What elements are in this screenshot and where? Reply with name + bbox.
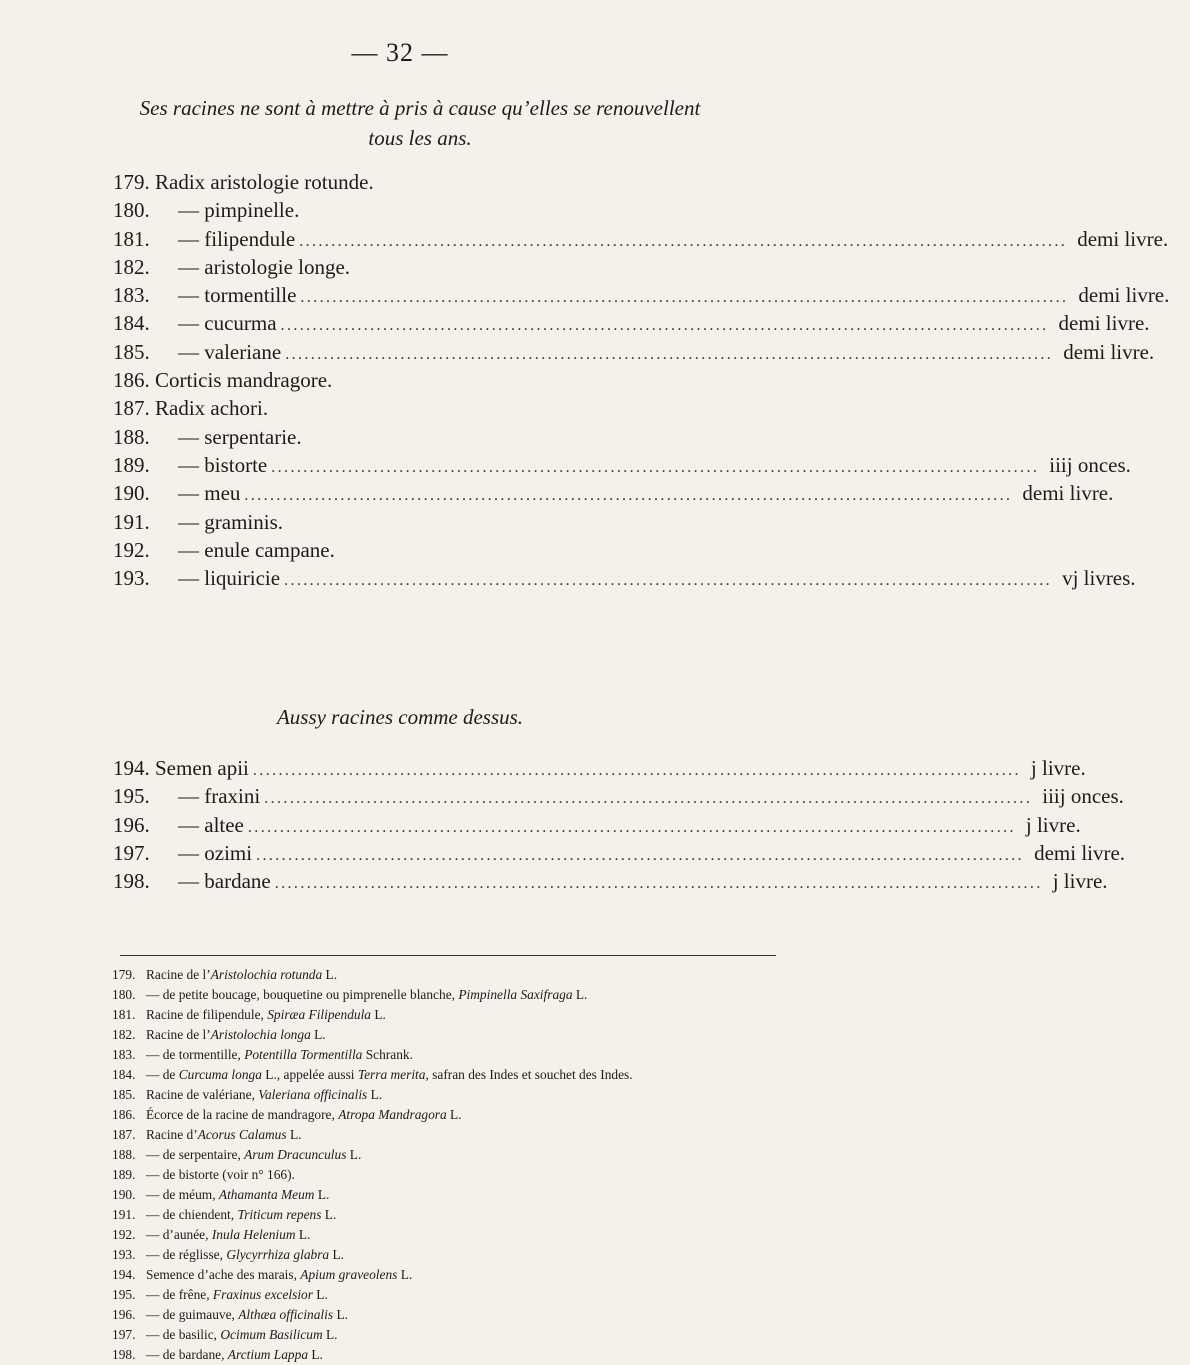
- page-number: — 32 —: [351, 38, 449, 67]
- list-item: [113, 784, 1124, 812]
- dot-leader: ........................................................................................................................: [252, 762, 1021, 779]
- list-item: [113, 566, 1136, 594]
- footnote-text: [146, 1225, 762, 1245]
- entry-dose: vj livres.: [1062, 566, 1136, 591]
- entry-dose: demi livre.: [1063, 339, 1155, 364]
- entry-number: 181.: [113, 226, 150, 251]
- footnote-number: 179.: [112, 967, 136, 982]
- entry-name: — graminis.: [178, 509, 283, 534]
- footnote-fragment: — de: [146, 1067, 179, 1082]
- list-item: [113, 425, 753, 453]
- footnote-fragment: L.: [371, 1007, 386, 1022]
- entry-dose: demi livre.: [1078, 283, 1170, 308]
- list-item: [113, 756, 1086, 784]
- footnote-fragment: L.: [329, 1247, 344, 1262]
- entry-dose: demi livre.: [1058, 311, 1150, 336]
- entry-number: 180.: [113, 198, 150, 223]
- intro-paragraph: [95, 93, 745, 153]
- list-item: [113, 396, 753, 424]
- entry-name: — bistorte: [178, 452, 268, 477]
- footnote-fragment: Écorce de la racine de mandragore,: [146, 1107, 339, 1122]
- footnote: [112, 1225, 762, 1245]
- footnote-text: [146, 1245, 762, 1265]
- footnote-fragment: Racine de filipendule,: [146, 1007, 268, 1022]
- footnote-fragment: L.: [321, 1207, 337, 1222]
- list-item: [113, 812, 1081, 841]
- footnote-divider: [120, 955, 776, 956]
- footnote-text: [146, 1125, 762, 1145]
- footnote-text: [146, 1185, 762, 1205]
- footnote-number: 186.: [112, 1107, 136, 1122]
- species-name: Glycyrrhiza glabra: [226, 1247, 330, 1262]
- dot-leader: ........................................................................................................................: [299, 232, 1068, 250]
- list-item: [113, 339, 1155, 368]
- footnote-text: [146, 1165, 762, 1185]
- entry-name: — bardane: [178, 869, 271, 894]
- footnote-fragment: — de bardane,: [146, 1347, 228, 1362]
- footnote-fragment: — d’aunée,: [146, 1227, 212, 1242]
- species-name: Terra merita: [357, 1067, 426, 1082]
- footnote-text: [146, 1285, 762, 1305]
- entry-name: Semen apii: [155, 756, 249, 780]
- entry-dose: j livre.: [1030, 756, 1086, 780]
- footnote-fragment: L.: [308, 1347, 323, 1362]
- entry-number: 189.: [113, 452, 150, 477]
- list-item: [113, 840, 1126, 869]
- list-item: [113, 255, 753, 283]
- footnote-fragment: L., appelée aussi: [261, 1067, 358, 1082]
- footnote-fragment: — de bistorte (voir n° 166).: [146, 1167, 295, 1182]
- list-item: [113, 368, 753, 396]
- list-item: [113, 226, 1169, 255]
- entry-number: 184.: [113, 311, 150, 336]
- species-name: Pimpinella Saxifraga: [458, 987, 573, 1002]
- footnote-fragment: Racine de valériane,: [146, 1087, 259, 1102]
- footnote-text: [146, 1045, 762, 1065]
- entry-dose: j livre.: [1025, 812, 1081, 837]
- entry-number: 188.: [113, 424, 150, 449]
- footnote-fragment: — de chiendent,: [146, 1207, 238, 1222]
- species-name: Atropa Mandragora: [338, 1107, 447, 1122]
- entry-dose: j livre.: [1052, 869, 1108, 894]
- footnote-text: [146, 1085, 762, 1105]
- footnote-number: 192.: [112, 1227, 136, 1242]
- entry-number: 191.: [113, 509, 150, 534]
- entry-number: 195.: [113, 784, 150, 809]
- entry-number: 185.: [113, 339, 150, 364]
- entry-number: 198.: [113, 869, 150, 894]
- entry-name: — serpentarie.: [178, 424, 302, 449]
- footnote: [112, 1165, 762, 1185]
- footnote-number: 183.: [112, 1047, 136, 1062]
- species-name: Curcuma longa: [178, 1067, 262, 1082]
- footnote-fragment: Schrank.: [362, 1047, 413, 1062]
- species-name: Valeriana officinalis: [258, 1087, 368, 1102]
- footnote: [112, 1045, 762, 1065]
- list-item: [113, 538, 753, 566]
- footnote-fragment: — de réglisse,: [146, 1247, 227, 1262]
- footnote-number: 196.: [112, 1307, 136, 1322]
- entry-name: — tormentille: [178, 283, 297, 308]
- entry-number: 187.: [113, 396, 150, 421]
- footnote-fragment: — de petite boucage, bouquetine ou pimprenelle blanche,: [146, 987, 459, 1002]
- footnote-fragment: L.: [346, 1147, 362, 1162]
- footnote-fragment: , safran des Indes et souchet des Indes.: [425, 1067, 633, 1082]
- species-name: Apium graveolens: [300, 1267, 398, 1282]
- list-item: [113, 481, 1114, 509]
- footnote: [112, 1205, 762, 1225]
- footnote-number: 198.: [112, 1347, 136, 1362]
- footnote: [112, 1285, 762, 1305]
- footnote-number: 194.: [112, 1267, 136, 1282]
- list-item: [113, 510, 753, 538]
- footnote: [112, 1105, 762, 1125]
- entry-name: Radix achori.: [155, 396, 269, 421]
- footnote-fragment: L.: [314, 1187, 330, 1202]
- footnote-fragment: Racine de l’: [146, 1027, 211, 1042]
- entry-number: 192.: [113, 537, 150, 562]
- footnote-text: [146, 1205, 762, 1225]
- footnote: [112, 1265, 762, 1285]
- species-name: Inula Helenium: [211, 1227, 296, 1242]
- footnote: [112, 1005, 762, 1025]
- entry-dose: demi livre.: [1077, 226, 1169, 251]
- footnote-number: 188.: [112, 1147, 136, 1162]
- entry-name: — filipendule: [178, 226, 296, 251]
- species-name: Althæa officinalis: [238, 1307, 334, 1322]
- entry-name: — pimpinelle.: [178, 198, 300, 223]
- entry-number: 196.: [113, 812, 150, 837]
- dot-leader: ........................................................................................................................: [274, 875, 1043, 893]
- footnote: [112, 965, 762, 985]
- entry-name: — cucurma: [178, 311, 277, 336]
- recipe-list-seeds: [113, 756, 1126, 897]
- footnote: [112, 1245, 762, 1265]
- footnote-fragment: — de serpentaire,: [146, 1147, 245, 1162]
- footnote: [112, 1325, 762, 1345]
- footnote-text: [146, 1305, 762, 1325]
- footnote-text: [146, 1345, 762, 1365]
- species-name: Athamanta Meum: [218, 1187, 315, 1202]
- footnote-text: [146, 1105, 762, 1125]
- entry-dose: iiij onces.: [1049, 452, 1131, 477]
- entry-number: 183.: [113, 283, 150, 308]
- species-name: Spiræa Filipendula: [267, 1007, 371, 1022]
- entry-number: 186.: [113, 368, 150, 393]
- dot-leader: ........................................................................................................................: [264, 790, 1033, 808]
- footnote-text: [146, 1325, 762, 1345]
- footnote-number: 181.: [112, 1007, 136, 1022]
- entry-name: — liquiricie: [178, 566, 281, 591]
- footnote: [112, 1345, 762, 1365]
- footnote: [112, 1065, 762, 1085]
- footnote-fragment: L.: [333, 1307, 348, 1322]
- footnote-fragment: Semence d’ache des marais,: [146, 1267, 301, 1282]
- entry-name: — aristologie longe.: [178, 254, 351, 279]
- species-name: Acorus Calamus: [197, 1127, 287, 1142]
- footnote: [112, 1145, 762, 1165]
- footnote-text: [146, 1065, 762, 1085]
- entry-dose: iiij onces.: [1042, 784, 1124, 809]
- entry-number: 182.: [113, 254, 150, 279]
- entry-name: — fraxini: [178, 784, 261, 809]
- footnote-fragment: L.: [322, 1327, 338, 1342]
- dot-leader: ........................................................................................................................: [284, 572, 1053, 590]
- entry-name: — valeriane: [178, 339, 282, 364]
- species-name: Aristolochia rotunda: [210, 967, 323, 982]
- species-name: Arum Dracunculus: [244, 1147, 347, 1162]
- species-name: Aristolochia longa: [210, 1027, 311, 1042]
- entry-number: 197.: [113, 840, 150, 865]
- entry-dose: demi livre.: [1034, 840, 1126, 865]
- footnote-fragment: L.: [295, 1227, 311, 1242]
- footnote-number: 193.: [112, 1247, 136, 1262]
- footnote-fragment: — de basilic,: [146, 1327, 221, 1342]
- list-item: [113, 311, 1150, 339]
- entry-name: — ozimi: [178, 840, 253, 865]
- footnote: [112, 1305, 762, 1325]
- footnote: [112, 1085, 762, 1105]
- dot-leader: ........................................................................................................................: [285, 345, 1054, 363]
- list-item: [113, 452, 1131, 481]
- species-name: Ocimum Basilicum: [220, 1327, 323, 1342]
- list-item: [113, 869, 1108, 897]
- footnote-text: [146, 1145, 762, 1165]
- footnote-number: 189.: [112, 1167, 136, 1182]
- dot-leader: ........................................................................................................................: [300, 289, 1069, 307]
- footnote-number: 197.: [112, 1327, 136, 1342]
- footnote-number: 182.: [112, 1027, 136, 1042]
- list-item: [113, 170, 753, 198]
- footnote-fragment: — de tormentille,: [146, 1047, 245, 1062]
- section-heading: Aussy racines comme dessus.: [276, 705, 524, 729]
- dot-leader: ........................................................................................................................: [244, 487, 1013, 505]
- entry-number: 194.: [113, 756, 150, 780]
- footnote: [112, 1125, 762, 1145]
- footnote-number: 184.: [112, 1067, 136, 1082]
- list-item: [113, 198, 753, 226]
- entry-number: 190.: [113, 481, 150, 506]
- recipe-list-roots: [113, 170, 1170, 594]
- species-name: Fraxinus excelsior: [212, 1287, 313, 1302]
- footnote-number: 190.: [112, 1187, 136, 1202]
- footnote-fragment: L.: [397, 1267, 413, 1282]
- intro-line-2: tous les ans.: [368, 126, 472, 150]
- species-name: Arctium Lappa: [227, 1347, 309, 1362]
- intro-line-1: Ses racines ne sont à mettre à pris à cause qu’elles se renouvellent: [139, 96, 701, 120]
- footnote-number: 191.: [112, 1207, 136, 1222]
- footnote-text: [146, 1025, 762, 1045]
- footnote-number: 195.: [112, 1287, 136, 1302]
- footnote-fragment: L.: [312, 1287, 328, 1302]
- footnote: [112, 985, 762, 1005]
- footnote-fragment: L.: [310, 1027, 326, 1042]
- species-name: Potentilla Tormentilla: [244, 1047, 363, 1062]
- entry-name: Corticis mandragore.: [155, 368, 333, 393]
- footnote-text: [146, 985, 762, 1005]
- footnote-fragment: L.: [286, 1127, 302, 1142]
- footnote-fragment: L.: [446, 1107, 462, 1122]
- entry-name: — meu: [178, 481, 241, 506]
- footnote: [112, 1185, 762, 1205]
- dot-leader: ........................................................................................................................: [280, 317, 1049, 335]
- footnote-fragment: Racine de l’: [146, 967, 211, 982]
- footnote-fragment: Racine d’: [146, 1127, 198, 1142]
- entry-number: 193.: [113, 566, 150, 591]
- footnote-fragment: L.: [572, 987, 588, 1002]
- footnote-text: [146, 965, 762, 985]
- entry-number: 179.: [113, 170, 150, 194]
- footnote-text: [146, 1265, 762, 1285]
- footnote-text: [146, 1005, 762, 1025]
- footnote-fragment: — de frêne,: [146, 1287, 213, 1302]
- entry-name: Radix aristologie rotunde.: [155, 170, 374, 194]
- footnote-fragment: L.: [367, 1087, 383, 1102]
- footnote-number: 185.: [112, 1087, 136, 1102]
- dot-leader: ........................................................................................................................: [271, 458, 1040, 476]
- entry-name: — enule campane.: [178, 537, 335, 562]
- footnote-fragment: L.: [322, 967, 338, 982]
- species-name: Triticum repens: [237, 1207, 322, 1222]
- entry-name: — altee: [178, 812, 244, 837]
- footnote-number: 187.: [112, 1127, 136, 1142]
- dot-leader: ........................................................................................................................: [247, 818, 1016, 836]
- footnote-fragment: — de méum,: [146, 1187, 219, 1202]
- footnote: [112, 1025, 762, 1045]
- dot-leader: ........................................................................................................................: [256, 846, 1025, 864]
- footnotes: [112, 965, 762, 1365]
- list-item: [113, 283, 1170, 311]
- entry-dose: demi livre.: [1022, 481, 1114, 506]
- footnote-number: 180.: [112, 987, 136, 1002]
- footnote-fragment: — de guimauve,: [146, 1307, 239, 1322]
